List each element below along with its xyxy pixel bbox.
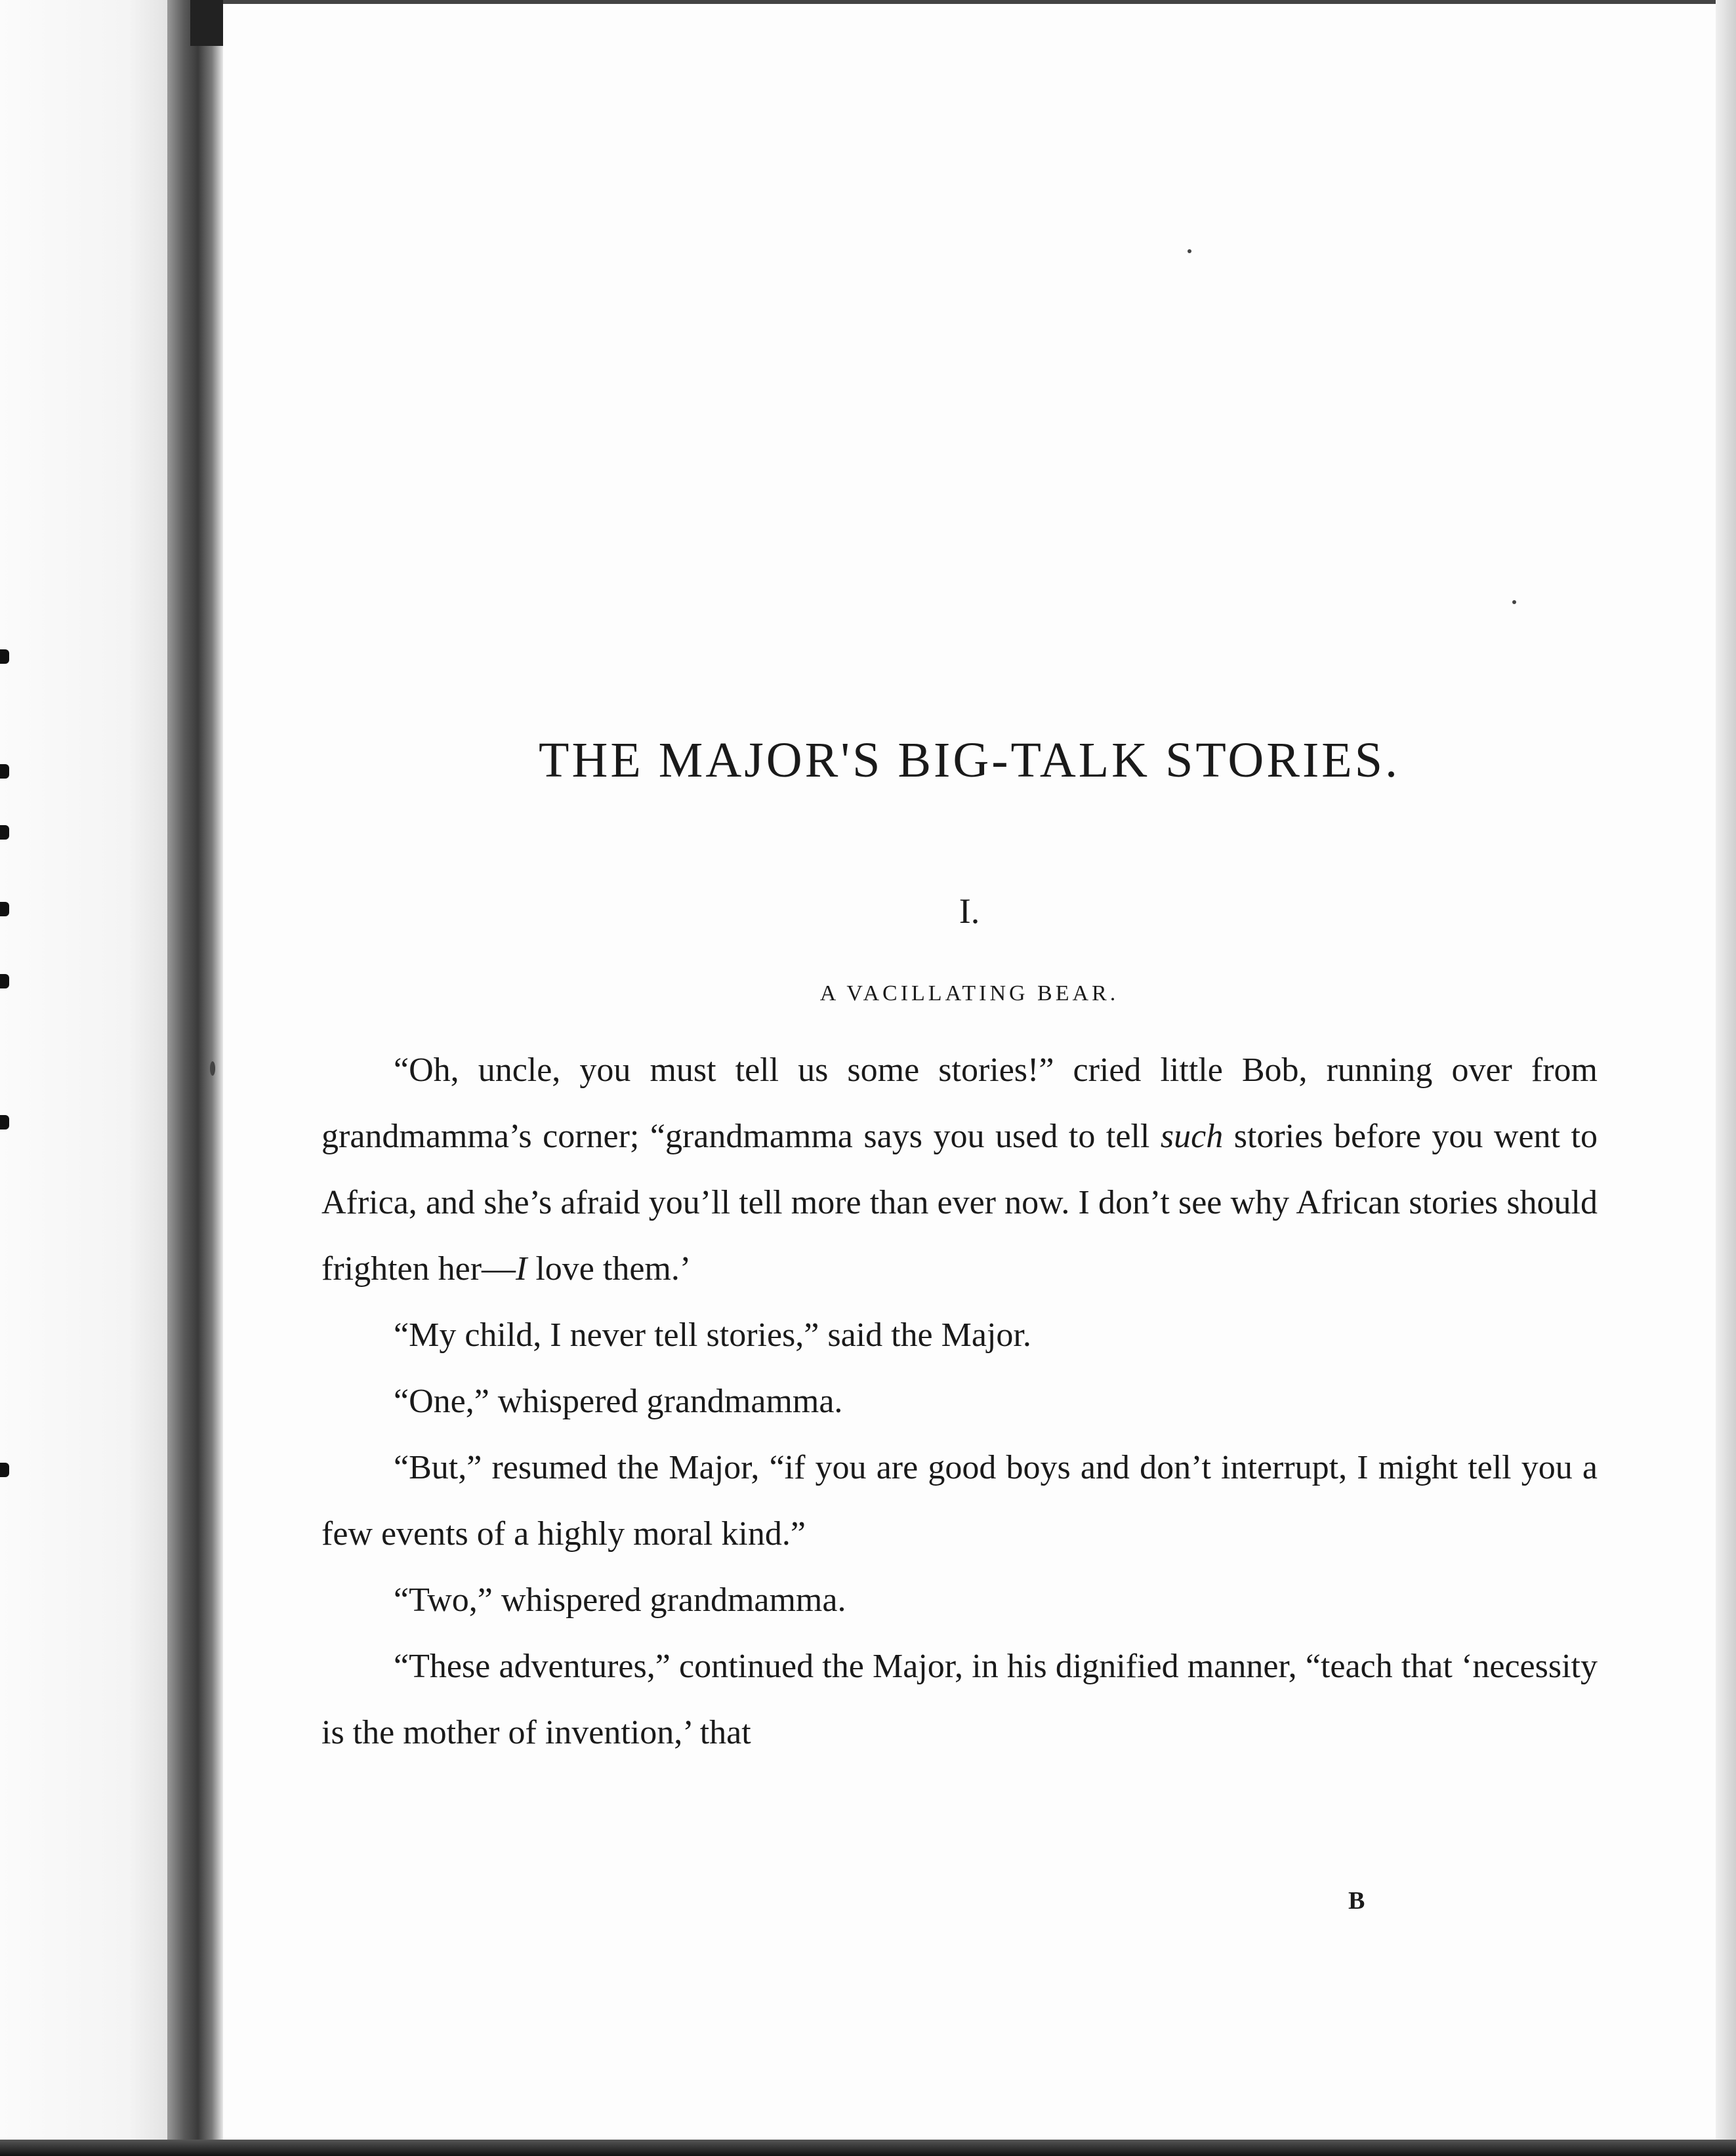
text-run: stories before you went to Africa, and she’s afraid you’ll tell more than ever now. I don’t see why African stories should frighten her—	[321, 1118, 1598, 1288]
chapter-title: A VACILLATING BEAR.	[819, 981, 1119, 1006]
signature-mark: B	[1348, 1887, 1365, 1915]
book-page	[223, 4, 1716, 2140]
facing-page-mark	[0, 974, 9, 988]
page-bottom-edge	[0, 2140, 1736, 2156]
facing-page-mark	[0, 764, 9, 779]
paragraph	[321, 1633, 1598, 1766]
dust-speck	[210, 1061, 215, 1076]
facing-page-mark	[0, 902, 9, 916]
facing-page-mark	[0, 649, 9, 664]
text-run: “My child, I never tell stories,” said the Major.	[394, 1316, 1031, 1354]
text-run: love them.’	[527, 1250, 692, 1288]
binding-shadow	[190, 0, 223, 46]
paragraph	[321, 1567, 1598, 1633]
paragraph	[321, 1302, 1598, 1368]
text-run: “But,” resumed the Major, “if you are good boys and don’t interrupt, I might tell you a few events of a highly moral kind.”	[321, 1449, 1598, 1553]
text-run: “Oh, uncle, you must tell us some stories!” cried little Bob, running over from grandmamma’s corner; “grandmamma says you used to tell	[321, 1051, 1598, 1155]
text-run: “One,” whispered grandmamma.	[394, 1383, 843, 1420]
italic-text: I	[516, 1250, 527, 1288]
chapter-number: I.	[959, 891, 980, 931]
body-text	[321, 1037, 1598, 1766]
paragraph	[321, 1037, 1598, 1302]
facing-page-mark	[0, 1115, 9, 1129]
paragraph	[321, 1368, 1598, 1434]
paragraph	[321, 1434, 1598, 1567]
facing-page-mark	[0, 1463, 9, 1477]
book-title: THE MAJOR'S BIG-TALK STORIES.	[539, 733, 1400, 788]
facing-page-fragment	[0, 0, 184, 2156]
facing-page-mark	[0, 825, 9, 840]
binding-gutter	[167, 0, 223, 2156]
text-run: “These adventures,” continued the Major, in his dignified manner, “teach that ‘necessity is the mother of invention,’ that	[321, 1648, 1598, 1751]
italic-text: such	[1160, 1118, 1224, 1155]
page-right-edge	[1716, 0, 1736, 2156]
text-run: “Two,” whispered grandmamma.	[394, 1581, 846, 1619]
